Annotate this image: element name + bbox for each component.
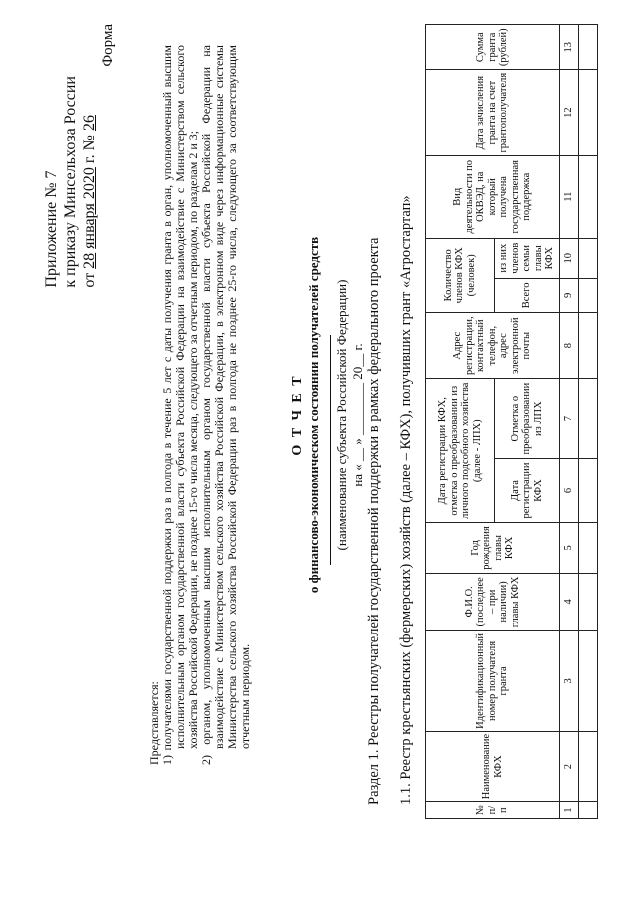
table-cell (579, 278, 598, 312)
order-number: 26 (81, 115, 98, 132)
period-line: на « __ » ________ 20__ г. (350, 343, 365, 487)
table-cell (579, 238, 598, 278)
table-number-row (560, 25, 579, 819)
intro-text (148, 45, 252, 765)
col-members-total-header: Всего (495, 278, 560, 312)
order-day: 28 (81, 252, 98, 269)
col-number: 13 (560, 25, 579, 70)
appendix-block (42, 76, 99, 288)
table-cell (579, 731, 598, 801)
order-line: к приказу Минсельхоза России (62, 76, 79, 288)
col-reg-group-header: Дата регистрации КФХ, отметка о преобразовании из личного подсобного хозяйства (далее - ЛПХ) (426, 379, 495, 523)
table-cell (579, 70, 598, 155)
col-number: 12 (560, 70, 579, 155)
subject-fill-line (330, 335, 331, 565)
col-number: 7 (560, 379, 579, 459)
col-reg-date-header: Дата регистрации КФХ (495, 458, 560, 522)
order-month: января 2020 (81, 167, 98, 249)
registry-heading: 1.1. Реестр крестьянских (фермерских) хозяйств (далее – КФХ), получивших грант «Агростартап» (398, 195, 414, 805)
col-number: 3 (560, 631, 579, 732)
col-reg-mark-header: Отметка о преобразовании из ЛПХ (495, 379, 560, 459)
col-members-family-header: из них членов семьи главы КФХ (495, 238, 560, 278)
col-number: 8 (560, 312, 579, 378)
table-cell (579, 631, 598, 732)
col-fio-header: Ф.И.О. (последнее – при наличии) главы КФХ (426, 573, 560, 630)
col-number: 1 (560, 802, 579, 819)
registry-table (425, 24, 598, 819)
table-row (579, 25, 598, 819)
table-cell (579, 379, 598, 459)
subject-caption: (наименование субъекта Российской Федерации) (334, 279, 349, 551)
form-label: Форма (100, 24, 116, 67)
col-number: 2 (560, 731, 579, 801)
col-number: 6 (560, 458, 579, 522)
col-members-group-header: Количество членов КФХ (человек) (426, 238, 495, 312)
col-number: 9 (560, 278, 579, 312)
table-cell (579, 802, 598, 819)
table-cell (579, 573, 598, 630)
table-cell (579, 25, 598, 70)
report-subtitle: о финансово-экономическом состоянии получателей средств (306, 236, 321, 594)
col-name-header: Наименование КФХ (426, 731, 560, 801)
table-header-row (426, 25, 495, 819)
col-num-header: № п/п (426, 802, 560, 819)
intro-item-1: 1) получателями государственной поддержки раз в полгода в течение 5 лет с даты получения гранта в орган, уполномоченный высшим исполнительным органом государственной власти субъекта Российской Федерации на взаимодействие с Министерством сельского хозяйства Российской Федерации, не позднее 15-го числа месяца, следующего за отчетным периодом, по разделам 2 и 3; (160, 45, 200, 765)
col-number: 10 (560, 238, 579, 278)
intro-lead: Представляется: (147, 681, 161, 765)
col-year-header: Год рождения главы КФХ (426, 523, 560, 574)
table-cell (579, 155, 598, 238)
col-activity-header: Вид деятельности по ОКВЭД, на который получена государственная поддержка (426, 155, 560, 238)
table-cell (579, 458, 598, 522)
col-id-header: Идентификационный номер получателя гранта (426, 631, 560, 732)
col-address-header: Адрес регистрации, контактный телефон, адрес электронной почты (426, 312, 560, 378)
col-date-credit-header: Дата зачисления гранта на счет грантополучателя (426, 70, 560, 155)
table-cell (579, 523, 598, 574)
intro-item-2: 2) органом, уполномоченным высшим исполнительным органом государственной власти субъекта Российской Федерации на взаимодействие с Министерством сельского хозяйства Российской Федерации, в электронном виде через информационные системы Министерства сельского хозяйства Российской Федерации раз в полгода не позднее 25-го числа, следующего за соответствующим отчетным периодом. (199, 45, 252, 765)
section-heading: Раздел 1. Реестры получателей государственной поддержки в рамках федерального проекта (366, 237, 382, 805)
order-date-line: от 28 января 2020 г. № 26 (81, 115, 98, 288)
table-cell (579, 312, 598, 378)
appendix-title: Приложение № 7 (43, 170, 60, 288)
col-number: 11 (560, 155, 579, 238)
col-number: 5 (560, 523, 579, 574)
col-sum-header: Сумма гранта (рублей) (426, 25, 560, 70)
report-title: О Т Ч Е Т (290, 374, 305, 456)
col-number: 4 (560, 573, 579, 630)
